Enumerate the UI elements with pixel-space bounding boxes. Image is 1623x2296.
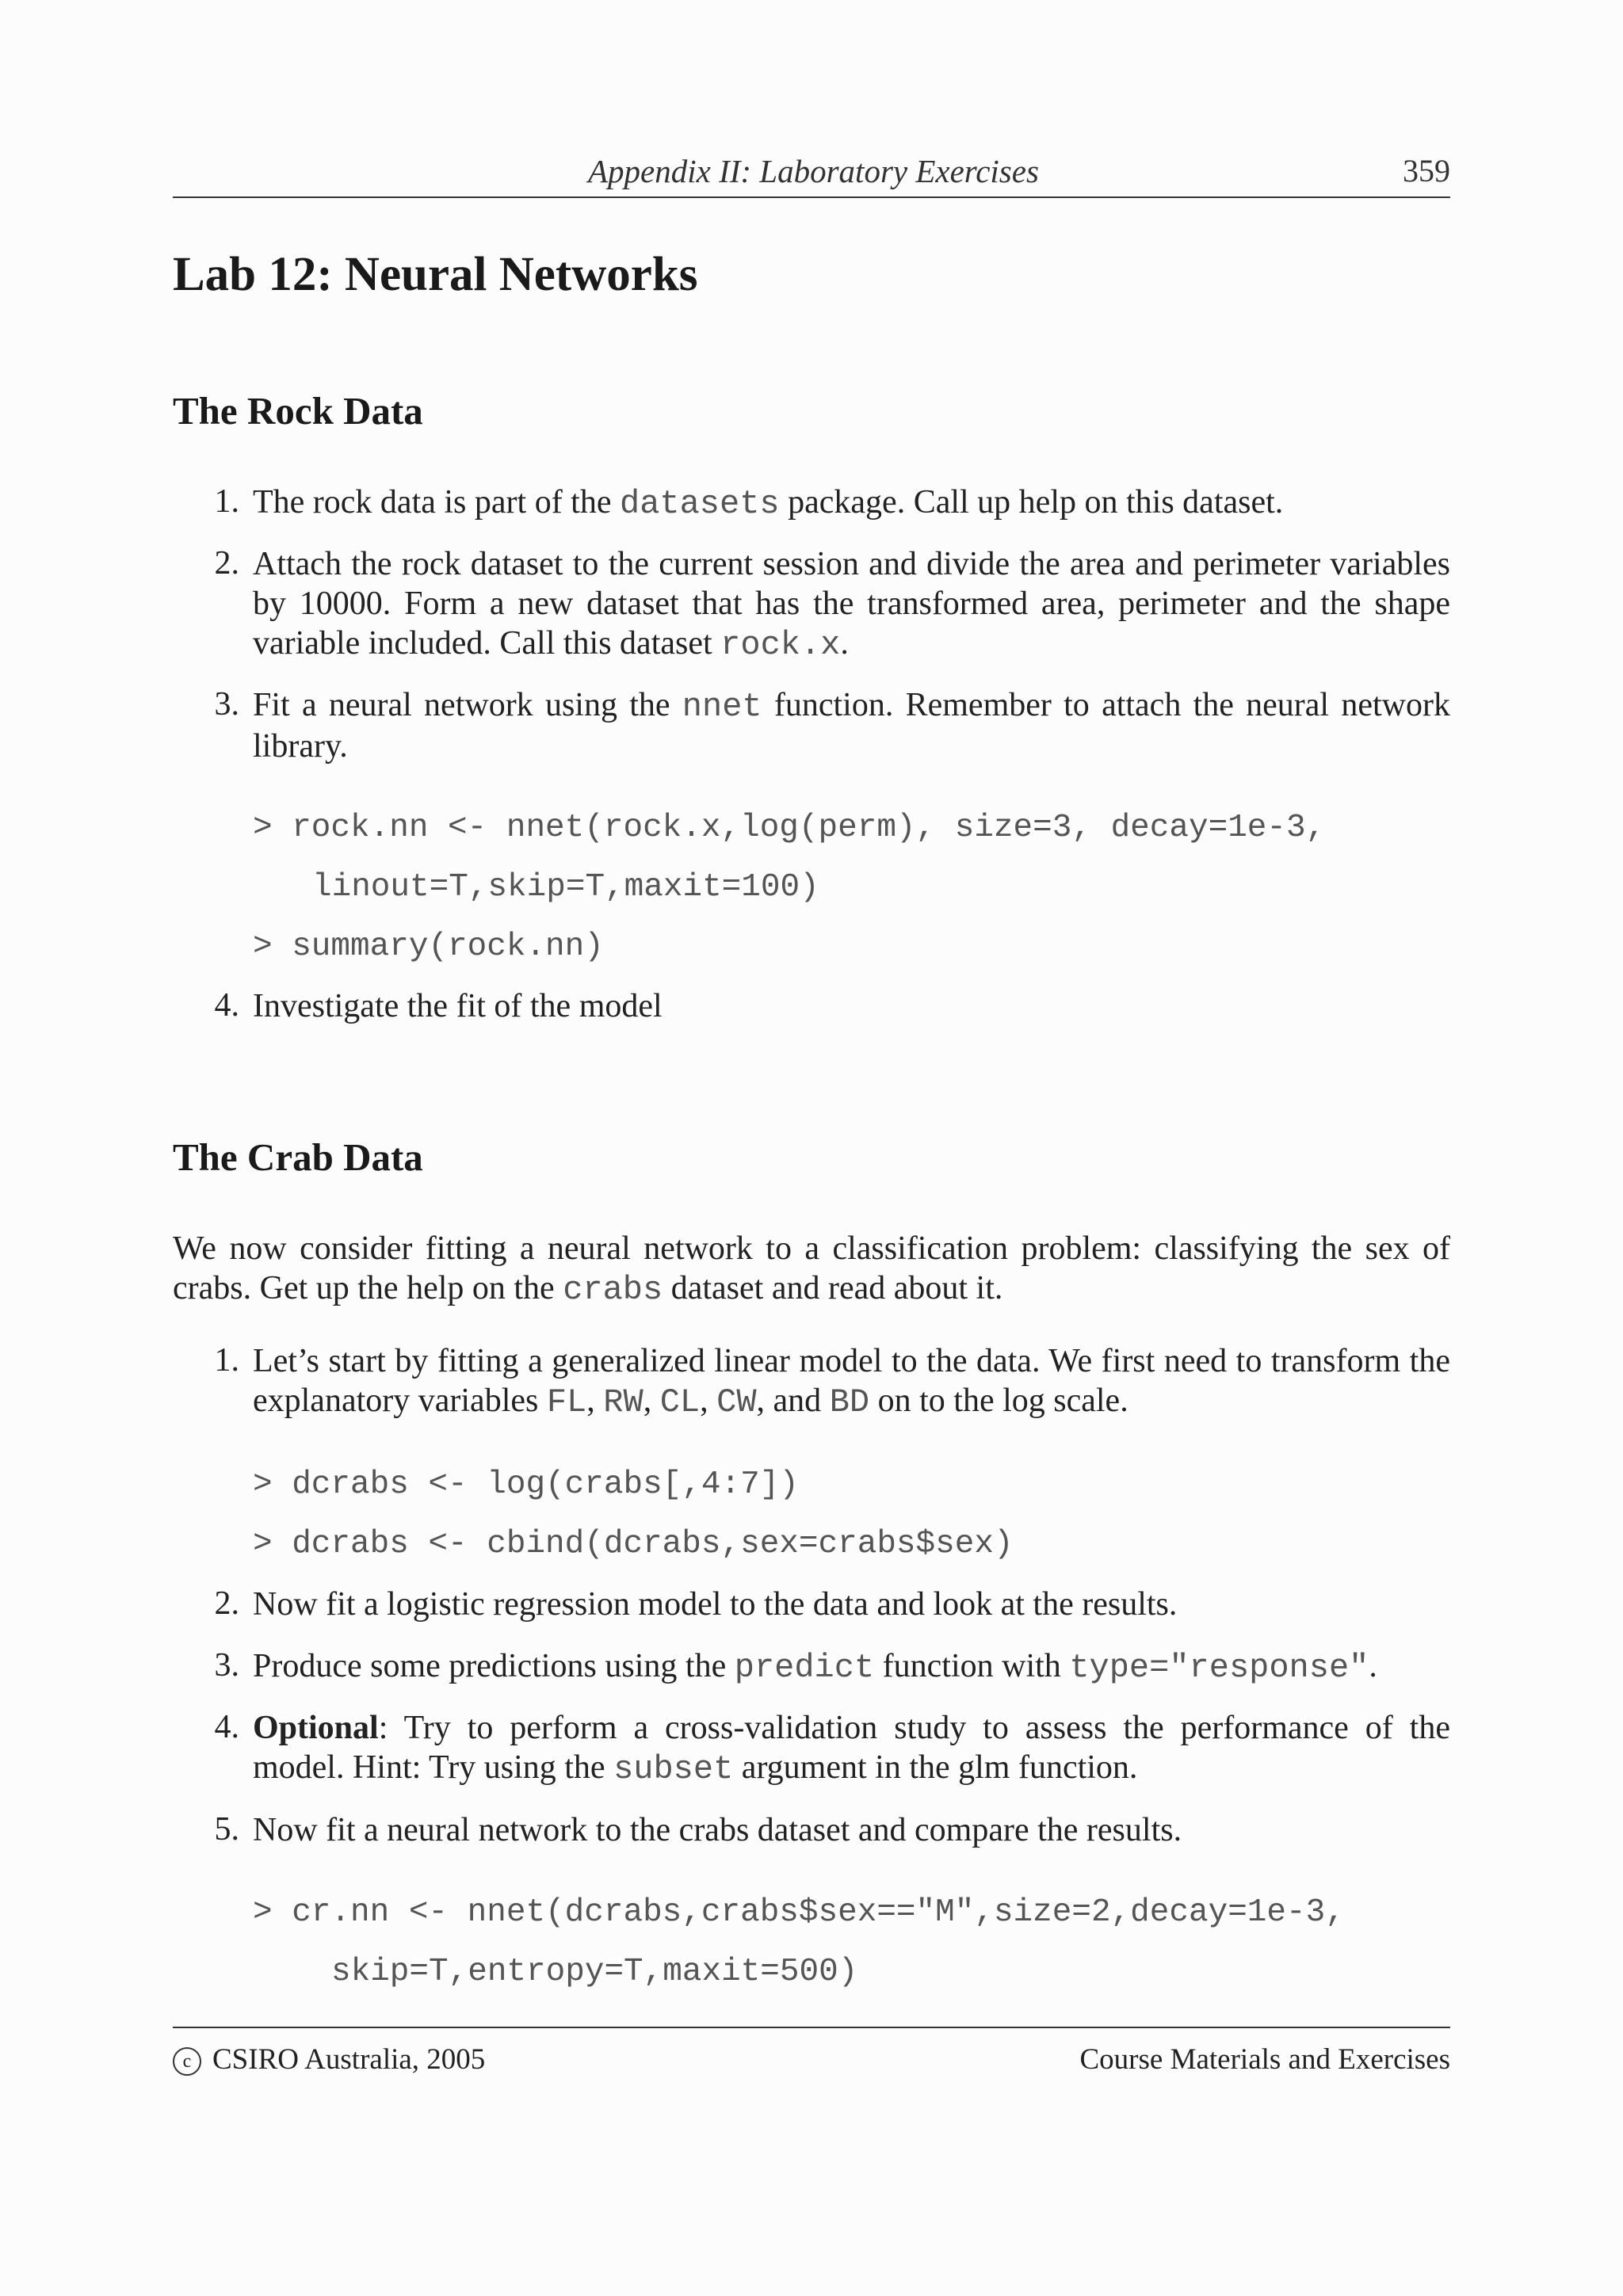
crab-code-line-3: > cr.nn <- nnet(dcrabs,crabs$sex=="M",size=2,decay=1e-3, xyxy=(253,1894,1345,1931)
inline-code: crabs xyxy=(563,1271,663,1309)
text-run: on to the log scale. xyxy=(869,1383,1128,1419)
crab-code-line-2: > dcrabs <- cbind(dcrabs,sex=crabs$sex) xyxy=(253,1526,1014,1562)
rock-item-4 xyxy=(253,986,1450,1026)
inline-code: type="response" xyxy=(1069,1649,1369,1687)
header-rule xyxy=(173,196,1450,198)
text-run: The rock data is part of the xyxy=(253,484,620,521)
text-run: , xyxy=(700,1383,717,1419)
rock-code-line-3: > summary(rock.nn) xyxy=(253,929,604,965)
text-run: Now fit a neural network to the crabs dataset and compare the results. xyxy=(253,1812,1182,1848)
text-run: function. Remember to attach the neural network library. xyxy=(253,687,1450,765)
text-run: We now consider fitting a neural network to a classification problem: classifying the sex of crabs. Get up the help on the xyxy=(173,1230,1450,1306)
rock-item-3 xyxy=(253,685,1450,766)
crab-item-1-number: 1. xyxy=(214,1342,239,1379)
inline-code: nnet xyxy=(682,688,762,726)
footer-rule xyxy=(173,2027,1450,2028)
rock-item-3-number: 3. xyxy=(214,686,239,723)
crab-item-2-number: 2. xyxy=(214,1585,239,1622)
inline-code: CL xyxy=(659,1383,701,1421)
text-run: : Try to perform a cross-validation study to assess the performance of the model. Hint: Try using the xyxy=(253,1710,1450,1786)
text-run: Let’s start by fitting a generalized linear model to the data. We first need to transform the explanatory variables xyxy=(253,1343,1450,1419)
crab-item-5 xyxy=(253,1810,1450,1850)
crab-item-1 xyxy=(253,1341,1450,1422)
text-run: dataset and read about it. xyxy=(663,1270,1003,1306)
inline-code: datasets xyxy=(619,485,780,523)
rock-item-2 xyxy=(253,544,1450,665)
text-run: package. Call up help on this dataset. xyxy=(779,484,1284,521)
crab-heading: The Crab Data xyxy=(173,1135,423,1179)
running-title: Appendix II: Laboratory Exercises xyxy=(588,153,1039,189)
text-run: Investigate the fit of the model xyxy=(253,988,663,1024)
text-run: , and xyxy=(756,1383,830,1419)
text-run: Fit a neural network using the xyxy=(253,687,682,723)
inline-code: predict xyxy=(734,1649,875,1687)
rock-item-1-number: 1. xyxy=(214,483,239,520)
rock-code-line-1: > rock.nn <- nnet(rock.x,log(perm), size=3, decay=1e-3, xyxy=(253,810,1326,846)
footer-copyright-text: CSIRO Australia, 2005 xyxy=(212,2043,486,2076)
crab-code-line-4: skip=T,entropy=T,maxit=500) xyxy=(331,1954,858,1990)
footer-right: Course Materials and Exercises xyxy=(1079,2043,1450,2076)
rock-item-2-number: 2. xyxy=(214,545,239,582)
text-run: , xyxy=(643,1383,660,1419)
inline-code: rock.x xyxy=(720,626,841,664)
crab-item-3-number: 3. xyxy=(214,1647,239,1684)
crab-item-4-number: 4. xyxy=(214,1709,239,1745)
crab-intro xyxy=(173,1229,1450,1310)
crab-item-2 xyxy=(253,1585,1450,1624)
inline-code: CW xyxy=(716,1383,757,1421)
inline-code: FL xyxy=(546,1383,587,1421)
text-run: function with xyxy=(874,1648,1070,1684)
copyright-icon: c xyxy=(173,2047,201,2076)
text-run: , xyxy=(586,1383,604,1419)
crab-item-3 xyxy=(253,1646,1450,1688)
text-run: . xyxy=(1369,1648,1377,1684)
bold-text: Optional xyxy=(253,1710,379,1746)
crab-item-5-number: 5. xyxy=(214,1811,239,1848)
text-run: Produce some predictions using the xyxy=(253,1648,735,1684)
inline-code: subset xyxy=(613,1750,734,1788)
rock-heading: The Rock Data xyxy=(173,389,423,433)
text-run: Now fit a logistic regression model to the data and look at the results. xyxy=(253,1586,1178,1623)
page-number: 359 xyxy=(1403,153,1450,189)
lab-title: Lab 12: Neural Networks xyxy=(173,248,698,301)
text-run: . xyxy=(840,625,849,662)
rock-code-line-2: linout=T,skip=T,maxit=100) xyxy=(312,869,819,906)
footer-left xyxy=(173,2042,485,2077)
crab-item-4 xyxy=(253,1708,1450,1789)
inline-code: BD xyxy=(829,1383,870,1421)
inline-code: RW xyxy=(603,1383,643,1421)
text-run: argument in the glm function. xyxy=(733,1749,1138,1786)
text-run: Attach the rock dataset to the current session and divide the area and perimeter variables by 10000. Form a new dataset that has the transformed area, perimeter and the shape variable included. Call this dataset xyxy=(253,546,1450,662)
rock-item-4-number: 4. xyxy=(214,987,239,1024)
crab-code-line-1: > dcrabs <- log(crabs[,4:7]) xyxy=(253,1466,799,1503)
rock-item-1 xyxy=(253,482,1450,524)
